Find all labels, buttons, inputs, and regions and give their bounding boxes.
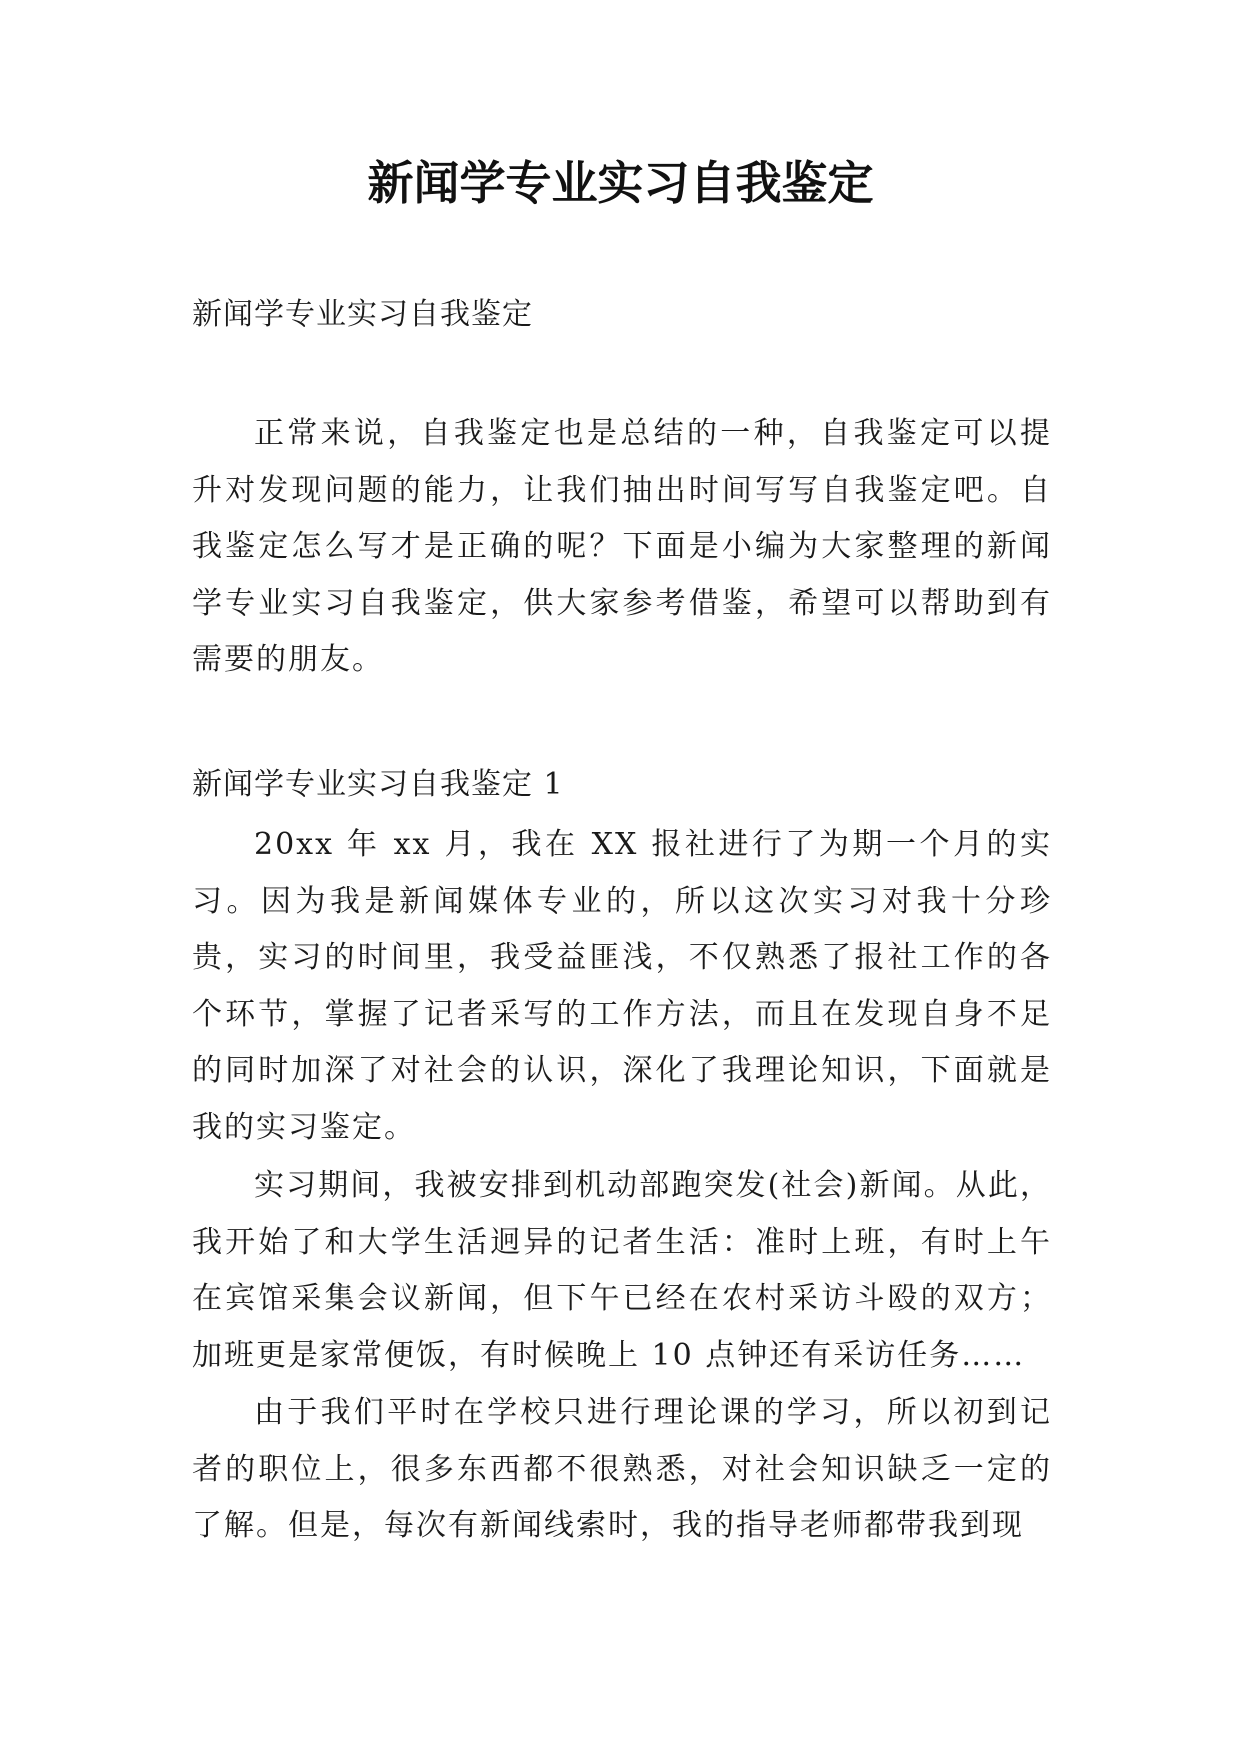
document-title: 新闻学专业实习自我鉴定 [367,156,874,210]
section-heading: 新闻学专业实习自我鉴定 1 [192,767,564,802]
body-paragraph-3: 由于我们平时在学校只进行理论课的学习，所以初到记者的职位上，很多东西都不很熟悉，对社会知识缺乏一定的了解。但是，每次有新闻线索时，我的指导老师都带我到现 [192,1395,1052,1543]
body-paragraph-1: 20xx 年 xx 月，我在 XX 报社进行了为期一个月的实习。因为我是新闻媒体专业的，所以这次实习对我十分珍贵，实习的时间里，我受益匪浅，不仅熟悉了报社工作的各个环节，掌握了记者采写的工作方法，而且在发现自身不足的同时加深了对社会的认识，深化了我理论知识，下面就是我的实习鉴定。 [192,827,1052,1145]
document-subtitle: 新闻学专业实习自我鉴定 [192,297,533,332]
body-paragraph-2: 实习期间，我被安排到机动部跑突发(社会)新闻。从此，我开始了和大学生活迥异的记者生活：准时上班，有时上午在宾馆采集会议新闻，但下午已经在农村采访斗殴的双方；加班更是家常便饭，有时候晚上 10 点钟还有采访任务…… [192,1168,1052,1373]
intro-paragraph: 正常来说，自我鉴定也是总结的一种，自我鉴定可以提升对发现问题的能力，让我们抽出时间写写自我鉴定吧。自我鉴定怎么写才是正确的呢？下面是小编为大家整理的新闻学专业实习自我鉴定，供大家参考借鉴，希望可以帮助到有需要的朋友。 [192,416,1052,677]
